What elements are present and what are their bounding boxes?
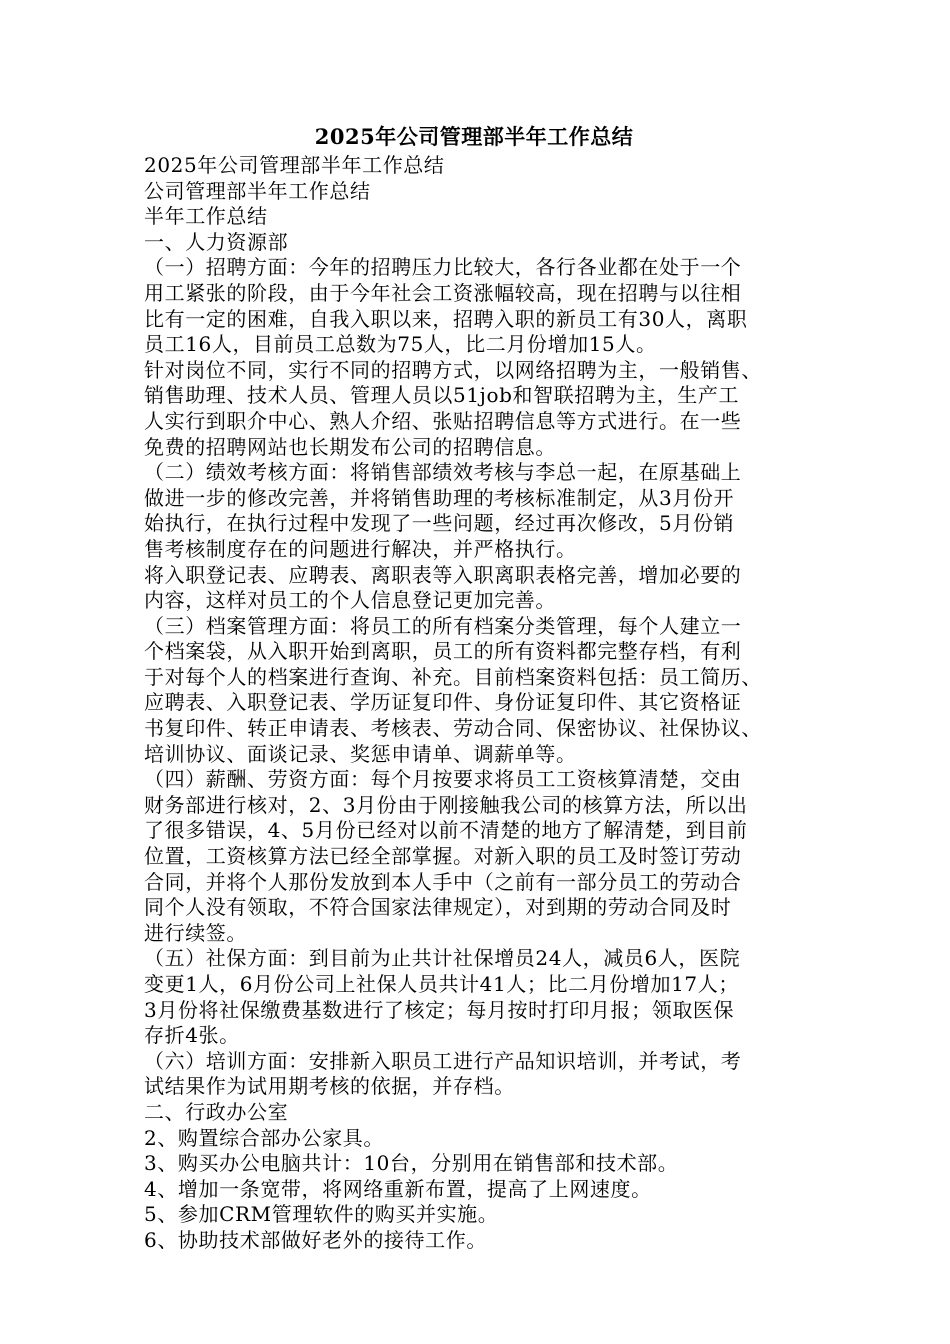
paragraph-payroll [144, 767, 804, 946]
text-line: 将入职登记表、应聘表、离职表等入职离职表格完善，增加必要的 [144, 562, 742, 587]
paragraph-forms [144, 563, 804, 614]
list-item: 6、协助技术部做好老外的接待工作。 [144, 1227, 487, 1252]
text-line: 免费的招聘网站也长期发布公司的招聘信息。 [144, 434, 556, 459]
paragraph-recruitment [144, 255, 804, 357]
text-line: （四）薪酬、劳资方面：每个月按要求将员工工资核算清楚，交由 [144, 767, 742, 792]
subtitle-line: 公司管理部半年工作总结 [144, 178, 371, 203]
paragraph-performance [144, 460, 804, 562]
text-line: （五）社保方面：到目前为止共计社保增员24人，减员6人，医院 [144, 946, 741, 971]
text-line: 始执行，在执行过程中发现了一些问题，经过再次修改，5月份销 [144, 511, 735, 536]
text-line: 比有一定的困难，自我入职以来，招聘入职的新员工有30人，离职 [144, 306, 748, 331]
text-line: 个档案袋，从入职开始到离职，员工的所有资料都完整存档，有利 [144, 639, 742, 664]
text-line: （一）招聘方面：今年的招聘压力比较大，各行各业都在处于一个 [144, 255, 742, 280]
section-heading-hr: 一、人力资源部 [144, 229, 289, 254]
text-line: 员工16人，目前员工总数为75人，比二月份增加15人。 [144, 332, 657, 357]
text-line: 位置，工资核算方法已经全部掌握。对新入职的员工及时签订劳动 [144, 844, 742, 869]
text-line: （六）培训方面：安排新入职员工进行产品知识培训，并考试，考 [144, 1048, 742, 1073]
text-line: 做进一步的修改完善，并将销售助理的考核标准制定，从3月份开 [144, 485, 735, 510]
text-line: 售考核制度存在的问题进行解决，并严格执行。 [144, 536, 577, 561]
text-line: 3月份将社保缴费基数进行了核定；每月按时打印月报；领取医保 [144, 997, 735, 1022]
text-line: 试结果作为试用期考核的依据，并存档。 [144, 1074, 515, 1099]
text-line: （二）绩效考核方面：将销售部绩效考核与李总一起，在原基础上 [144, 460, 742, 485]
text-line: 用工紧张的阶段，由于今年社会工资涨幅较高，现在招聘与以往相 [144, 280, 742, 305]
list-item: 3、购买办公电脑共计：10台，分别用在销售部和技术部。 [144, 1151, 679, 1176]
paragraph-recruitment-methods [144, 358, 804, 460]
subtitle-line: 半年工作总结 [144, 204, 268, 229]
text-line: 内容，这样对员工的个人信息登记更加完善。 [144, 588, 556, 613]
document-page [144, 122, 804, 1254]
section-heading-admin: 二、行政办公室 [144, 1099, 289, 1124]
text-line: 同个人没有领取，不符合国家法律规定），对到期的劳动合同及时 [144, 895, 732, 920]
text-line: 合同，并将个人那份发放到本人手中（之前有一部分员工的劳动合 [144, 869, 742, 894]
text-line: 存折4张。 [144, 1023, 240, 1048]
list-item: 4、增加一条宽带，将网络重新布置，提高了上网速度。 [144, 1176, 652, 1201]
text-line: 了很多错误，4、5月份已经对以前不清楚的地方了解清楚，到目前 [144, 818, 748, 843]
text-line: 变更1人，6月份公司上社保人员共计41人；比二月份增加17人； [144, 972, 739, 996]
subtitle-line: 2025年公司管理部半年工作总结 [144, 153, 445, 177]
text-line: 人实行到职介中心、熟人介绍、张贴招聘信息等方式进行。在一些 [144, 408, 742, 433]
paragraph-archives [144, 614, 804, 768]
text-line: 书复印件、转正申请表、考核表、劳动合同、保密协议、社保协议、 [144, 716, 762, 741]
list-item: 2、购置综合部办公家具。 [144, 1125, 384, 1150]
list-item: 5、参加CRM管理软件的购买并实施。 [144, 1202, 499, 1227]
document-title: 2025年公司管理部半年工作总结 [314, 124, 634, 149]
text-line: （三）档案管理方面：将员工的所有档案分类管理，每个人建立一 [144, 613, 742, 638]
text-line: 财务部进行核对，2、3月份由于刚接触我公司的核算方法，所以出 [144, 792, 748, 817]
paragraph-social-security [144, 946, 804, 1048]
text-line: 销售助理、技术人员、管理人员以51job和智联招聘为主，生产工 [144, 383, 740, 408]
text-line: 进行续签。 [144, 920, 247, 945]
paragraph-training [144, 1049, 804, 1100]
text-line: 于对每个人的档案进行查询、补充。目前档案资料包括：员工简历、 [144, 664, 762, 689]
text-line: 针对岗位不同，实行不同的招聘方式，以网络招聘为主，一般销售、 [144, 357, 762, 382]
text-line: 培训协议、面谈记录、奖惩申请单、调薪单等。 [144, 741, 577, 766]
text-line: 应聘表、入职登记表、学历证复印件、身份证复印件、其它资格证 [144, 690, 742, 715]
